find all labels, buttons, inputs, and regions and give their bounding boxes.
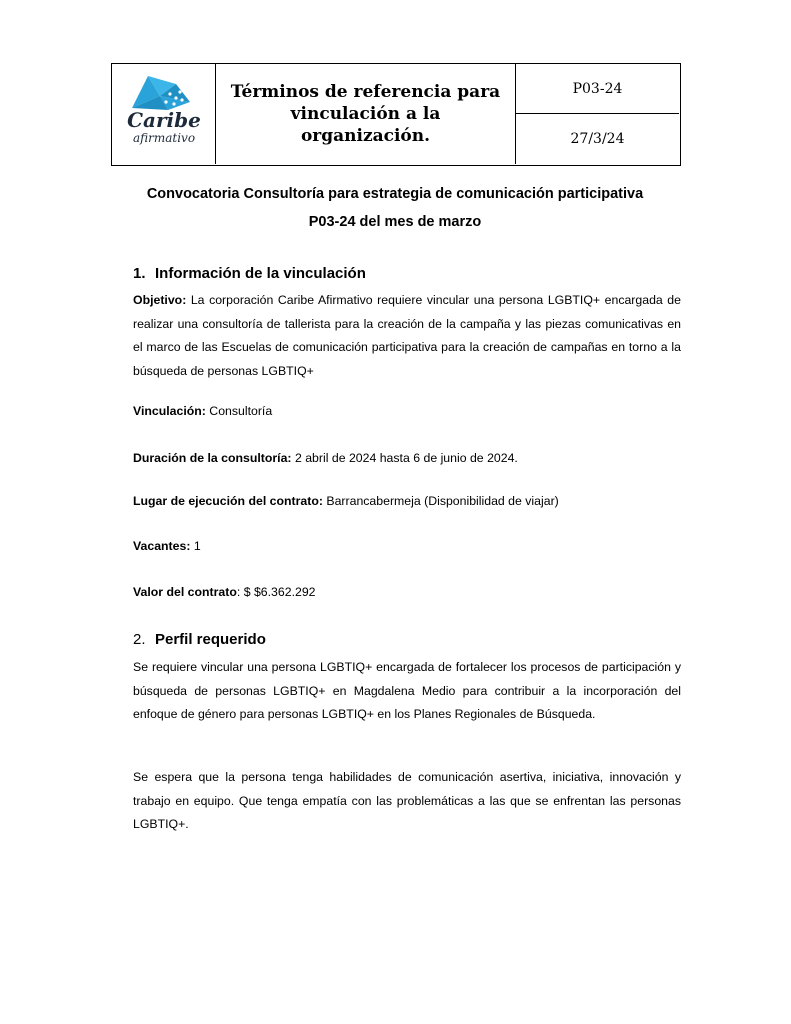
field-label: Duración de la consultoría: (133, 451, 292, 465)
section-1-title (133, 265, 366, 282)
field-label: Lugar de ejecución del contrato: (133, 494, 323, 508)
field-value: : $ $6.362.292 (236, 585, 316, 599)
objective-paragraph (133, 289, 681, 383)
title-line-1: Términos de referencia para (230, 82, 501, 102)
field-vinculacion (133, 404, 272, 418)
logo-text-main: Caribe (127, 108, 201, 132)
field-value: Consultoría (205, 404, 273, 418)
field-valor (133, 585, 316, 599)
objective-text: La corporación Caribe Afirmativo requiere vincular una persona LGBTIQ+ encargada de realizar una consultoría de tallerista para la creación de la campaña y las piezas comunicativas en el marco de las Escuelas de comunicación participativa para la creación de campañas en torno a la búsqueda de personas LGBTIQ+ (133, 293, 681, 378)
field-label: Valor del contrato (133, 585, 237, 599)
section-2-number: 2. (133, 631, 146, 648)
field-vacantes (133, 539, 201, 553)
field-value: Barrancabermeja (Disponibilidad de viajar) (322, 494, 559, 508)
document-title (216, 64, 516, 164)
document-code: P03-24 (516, 64, 679, 114)
convocatoria-heading-line-1: Convocatoria Consultoría para estrategia de comunicación participativa (146, 186, 644, 202)
convocatoria-heading-line-2: P03-24 del mes de marzo (308, 214, 482, 230)
field-value: 1 (190, 539, 201, 553)
field-lugar (133, 494, 559, 508)
caribe-afirmativo-logo-icon (124, 72, 204, 112)
title-line-2: vinculación a la organización. (290, 104, 441, 146)
perfil-paragraph-2: Se espera que la persona tenga habilidades de comunicación asertiva, iniciativa, innovación y trabajo en equipo. Que tenga empatía con las problemáticas a las que se enfrentan las personas LGBTIQ+. (133, 770, 681, 831)
logo-cell (112, 64, 216, 164)
logo-text-sub: afirmativo (132, 131, 196, 145)
field-label: Vinculación: (133, 404, 206, 418)
section-1-number: 1. (133, 265, 146, 282)
section-2-title (133, 631, 266, 648)
header-table (111, 63, 681, 166)
field-duracion (133, 451, 518, 465)
section-1-label: Información de la vinculación (155, 265, 366, 282)
field-label: Vacantes: (133, 539, 191, 553)
perfil-paragraph-1: Se requiere vincular una persona LGBTIQ+ encargada de fortalecer los procesos de participación y búsqueda de personas LGBTIQ+ en Magdalena Medio para contribuir a la incorporación del enfoque de género para personas LGBTIQ+ en los Planes Regionales de Búsqueda. (133, 660, 681, 721)
document-date: 27/3/24 (570, 131, 625, 147)
field-value: 2 abril de 2024 hasta 6 de junio de 2024. (291, 451, 518, 465)
section-2-label: Perfil requerido (155, 631, 266, 648)
objective-label: Objetivo: (133, 293, 187, 307)
